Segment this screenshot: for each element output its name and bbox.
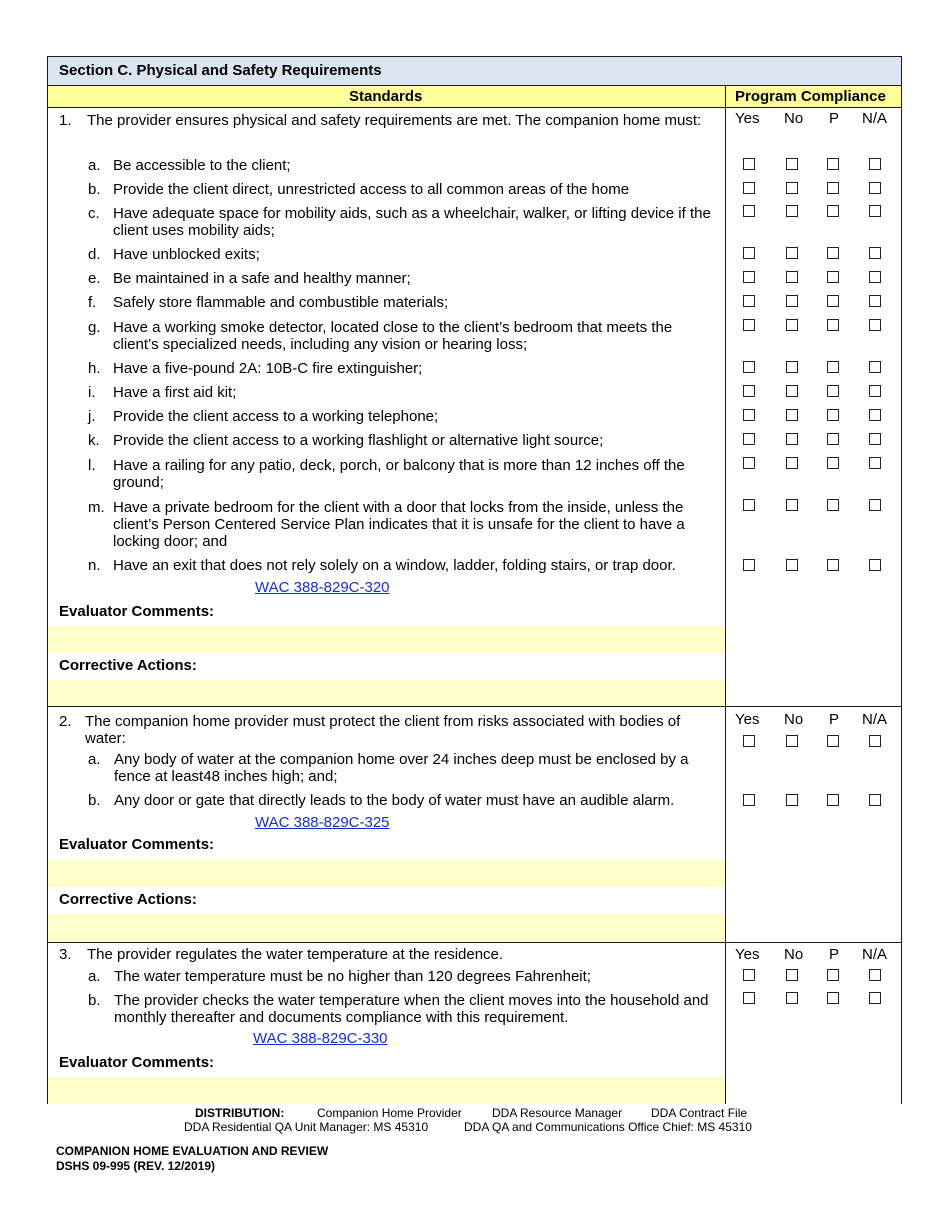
list-item-text: Have unblocked exits; xyxy=(113,246,260,263)
checkbox-1n-na[interactable] xyxy=(869,559,881,571)
list-item-letter: a. xyxy=(88,157,101,174)
list-item-letter: a. xyxy=(88,968,101,985)
checkbox-1c-no[interactable] xyxy=(786,205,798,217)
list-item-letter: e. xyxy=(88,270,101,287)
distribution-item: Companion Home Provider xyxy=(317,1106,462,1120)
checkbox-1j-na[interactable] xyxy=(869,409,881,421)
checkbox-2a-p[interactable] xyxy=(827,735,839,747)
corrective-actions-label-2: Corrective Actions: xyxy=(59,891,197,908)
checkbox-1e-na[interactable] xyxy=(869,271,881,283)
compliance-no-label: No xyxy=(784,946,804,963)
item-2-text: The companion home provider must protect the client from risks associated with bodies of water: xyxy=(85,713,681,747)
checkbox-1i-na[interactable] xyxy=(869,385,881,397)
list-item-text: Safely store flammable and combustible materials; xyxy=(113,294,449,311)
checkbox-1a-na[interactable] xyxy=(869,158,881,170)
checkbox-1e-p[interactable] xyxy=(827,271,839,283)
item-2-number: 2. xyxy=(59,713,72,730)
list-item-letter: n. xyxy=(88,557,101,574)
checkbox-1h-no[interactable] xyxy=(786,361,798,373)
list-item-letter: j. xyxy=(88,408,96,425)
distribution-item: DDA Resource Manager xyxy=(492,1106,623,1120)
checkbox-1c-p[interactable] xyxy=(827,205,839,217)
list-item-letter: d. xyxy=(88,246,101,263)
checkbox-1b-p[interactable] xyxy=(827,182,839,194)
table-left-border xyxy=(47,56,48,1104)
checkbox-1i-p[interactable] xyxy=(827,385,839,397)
checkbox-3b-no[interactable] xyxy=(786,992,798,1004)
checkbox-1g-p[interactable] xyxy=(827,319,839,331)
checkbox-1e-no[interactable] xyxy=(786,271,798,283)
checkbox-1j-no[interactable] xyxy=(786,409,798,421)
checkbox-2a-yes[interactable] xyxy=(743,735,755,747)
checkbox-1i-yes[interactable] xyxy=(743,385,755,397)
list-item-text: Be accessible to the client; xyxy=(113,157,291,174)
list-item-text: Have a five-pound 2A: 10B-C fire extinguisher; xyxy=(113,360,423,377)
checkbox-2b-no[interactable] xyxy=(786,794,798,806)
checkbox-3b-p[interactable] xyxy=(827,992,839,1004)
checkbox-3a-p[interactable] xyxy=(827,969,839,981)
section-title: Section C. Physical and Safety Requirements xyxy=(59,62,382,79)
list-item-letter: g. xyxy=(88,319,101,336)
evaluator-comments-label-3: Evaluator Comments: xyxy=(59,1054,215,1071)
checkbox-1b-no[interactable] xyxy=(786,182,798,194)
wac-link-1[interactable]: WAC 388-829C-320 xyxy=(255,579,390,596)
corrective-actions-field-2[interactable] xyxy=(48,914,725,942)
checkbox-3b-yes[interactable] xyxy=(743,992,755,1004)
checkbox-1l-no[interactable] xyxy=(786,457,798,469)
checkbox-1l-p[interactable] xyxy=(827,457,839,469)
list-item-text: Any body of water at the companion home over 24 inches deep must be enclosed by a fence at least48 inches high; and; xyxy=(114,751,689,785)
evaluator-comments-label-1: Evaluator Comments: xyxy=(59,603,215,620)
list-item-text: Provide the client access to a working flashlight or alternative light source; xyxy=(113,432,604,449)
list-item-letter: l. xyxy=(88,457,96,474)
item-3-text: The provider regulates the water temperature at the residence. xyxy=(87,946,504,963)
compliance-na-label: N/A xyxy=(862,711,888,728)
checkbox-2a-no[interactable] xyxy=(786,735,798,747)
checkbox-1a-no[interactable] xyxy=(786,158,798,170)
checkbox-1m-na[interactable] xyxy=(869,499,881,511)
checkbox-1b-yes[interactable] xyxy=(743,182,755,194)
checkbox-1l-yes[interactable] xyxy=(743,457,755,469)
header-divider-2 xyxy=(47,107,902,108)
checkbox-1h-yes[interactable] xyxy=(743,361,755,373)
checkbox-3a-yes[interactable] xyxy=(743,969,755,981)
list-item-text: Provide the client access to a working telephone; xyxy=(113,408,439,425)
checkbox-1g-yes[interactable] xyxy=(743,319,755,331)
checkbox-1e-yes[interactable] xyxy=(743,271,755,283)
list-item-text: The water temperature must be no higher than 120 degrees Fahrenheit; xyxy=(114,968,591,985)
compliance-yes-label: Yes xyxy=(735,110,760,127)
list-item-letter: h. xyxy=(88,360,101,377)
checkbox-1m-no[interactable] xyxy=(786,499,798,511)
table-right-border xyxy=(901,56,902,1104)
row-divider-2 xyxy=(47,942,902,943)
checkbox-1f-p[interactable] xyxy=(827,295,839,307)
checkbox-2a-na[interactable] xyxy=(869,735,881,747)
checkbox-1b-na[interactable] xyxy=(869,182,881,194)
table-top-border xyxy=(47,56,902,57)
checkbox-1d-na[interactable] xyxy=(869,247,881,259)
item-1-number: 1. xyxy=(59,112,72,129)
checkbox-1k-p[interactable] xyxy=(827,433,839,445)
evaluator-comments-field-2[interactable] xyxy=(48,860,725,887)
distribution-item: DDA Residential QA Unit Manager: MS 45310 xyxy=(184,1120,429,1134)
list-item-text: The provider checks the water temperature when the client moves into the household and monthly thereafter and documents compliance with this requirement. xyxy=(114,992,709,1026)
checkbox-1c-yes[interactable] xyxy=(743,205,755,217)
checkbox-1f-na[interactable] xyxy=(869,295,881,307)
checkbox-1n-p[interactable] xyxy=(827,559,839,571)
form-title: COMPANION HOME EVALUATION AND REVIEW xyxy=(56,1144,329,1158)
list-item-letter: b. xyxy=(88,181,101,198)
header-divider-1 xyxy=(47,85,902,86)
list-item-text: Have a first aid kit; xyxy=(113,384,237,401)
checkbox-2b-yes[interactable] xyxy=(743,794,755,806)
compliance-p-label: P xyxy=(829,110,840,127)
list-item-letter: a. xyxy=(88,751,101,768)
list-item-letter: f. xyxy=(88,294,97,311)
checkbox-1k-no[interactable] xyxy=(786,433,798,445)
list-item-text: Any door or gate that directly leads to the body of water must have an audible alarm. xyxy=(114,792,675,809)
checkbox-2b-na[interactable] xyxy=(869,794,881,806)
checkbox-3a-na[interactable] xyxy=(869,969,881,981)
list-item-text: Have adequate space for mobility aids, such as a wheelchair, walker, or lifting device if the client uses mobility aids; xyxy=(113,205,711,239)
list-item-letter: b. xyxy=(88,992,101,1009)
item-3-number: 3. xyxy=(59,946,72,963)
list-item-letter: b. xyxy=(88,792,101,809)
compliance-p-label: P xyxy=(829,711,840,728)
compliance-na-label: N/A xyxy=(862,946,888,963)
checkbox-1k-na[interactable] xyxy=(869,433,881,445)
checkbox-1j-p[interactable] xyxy=(827,409,839,421)
list-item-text: Provide the client direct, unrestricted access to all common areas of the home xyxy=(113,181,630,198)
list-item-text: Have a railing for any patio, deck, porch, or balcony that is more than 12 inches off the ground; xyxy=(113,457,685,491)
checkbox-1n-yes[interactable] xyxy=(743,559,755,571)
row-divider-1 xyxy=(47,706,902,707)
checkbox-1g-na[interactable] xyxy=(869,319,881,331)
corrective-actions-field-1[interactable] xyxy=(48,680,725,706)
list-item-letter: m. xyxy=(88,499,105,516)
distribution-item: DDA Contract File xyxy=(651,1106,748,1120)
compliance-no-label: No xyxy=(784,711,804,728)
checkbox-1d-yes[interactable] xyxy=(743,247,755,259)
checkbox-1a-yes[interactable] xyxy=(743,158,755,170)
checkbox-1d-no[interactable] xyxy=(786,247,798,259)
checkbox-3a-no[interactable] xyxy=(786,969,798,981)
checkbox-1m-yes[interactable] xyxy=(743,499,755,511)
compliance-na-label: N/A xyxy=(862,110,888,127)
checkbox-1m-p[interactable] xyxy=(827,499,839,511)
evaluator-comments-field-1[interactable] xyxy=(48,626,725,653)
evaluator-comments-label-2: Evaluator Comments: xyxy=(59,836,215,853)
list-item-text: Have a working smoke detector, located close to the client’s bedroom that meets the client’s specialized needs, including any vision or hearing loss; xyxy=(113,319,673,353)
compliance-yes-label: Yes xyxy=(735,711,760,728)
checkbox-1l-na[interactable] xyxy=(869,457,881,469)
compliance-p-label: P xyxy=(829,946,840,963)
checkbox-2b-p[interactable] xyxy=(827,794,839,806)
checkbox-1c-na[interactable] xyxy=(869,205,881,217)
standards-header: Standards xyxy=(349,88,423,105)
wac-link-3[interactable]: WAC 388-829C-330 xyxy=(253,1030,388,1047)
checkbox-1j-yes[interactable] xyxy=(743,409,755,421)
checkbox-1d-p[interactable] xyxy=(827,247,839,259)
item-1-text: The provider ensures physical and safety requirements are met. The companion home must: xyxy=(87,112,702,129)
checkbox-1i-no[interactable] xyxy=(786,385,798,397)
compliance-no-label: No xyxy=(784,110,804,127)
list-item-text: Have a private bedroom for the client with a door that locks from the inside, unless the client’s Person Centered Service Plan indicates that it is unsafe for the client to have a locking door; and xyxy=(113,499,685,550)
column-divider xyxy=(725,85,726,1104)
form-number: DSHS 09-995 (REV. 12/2019) xyxy=(56,1159,215,1173)
checkbox-1f-yes[interactable] xyxy=(743,295,755,307)
checkbox-1g-no[interactable] xyxy=(786,319,798,331)
compliance-yes-label: Yes xyxy=(735,946,760,963)
checkbox-1f-no[interactable] xyxy=(786,295,798,307)
checkbox-3b-na[interactable] xyxy=(869,992,881,1004)
list-item-letter: k. xyxy=(88,432,100,449)
evaluator-comments-field-3[interactable] xyxy=(48,1077,725,1104)
distribution-item: DDA QA and Communications Office Chief: MS 45310 xyxy=(464,1120,752,1134)
list-item-letter: c. xyxy=(88,205,100,222)
wac-link-2[interactable]: WAC 388-829C-325 xyxy=(255,814,390,831)
corrective-actions-label-1: Corrective Actions: xyxy=(59,657,197,674)
checkbox-1h-na[interactable] xyxy=(869,361,881,373)
checkbox-1h-p[interactable] xyxy=(827,361,839,373)
list-item-letter: i. xyxy=(88,384,96,401)
checkbox-1k-yes[interactable] xyxy=(743,433,755,445)
checkbox-1a-p[interactable] xyxy=(827,158,839,170)
list-item-text: Be maintained in a safe and healthy manner; xyxy=(113,270,411,287)
program-compliance-header: Program Compliance xyxy=(735,88,886,105)
checkbox-1n-no[interactable] xyxy=(786,559,798,571)
list-item-text: Have an exit that does not rely solely on a window, ladder, folding stairs, or trap door. xyxy=(113,557,676,574)
distribution-label: DISTRIBUTION: xyxy=(195,1106,285,1120)
